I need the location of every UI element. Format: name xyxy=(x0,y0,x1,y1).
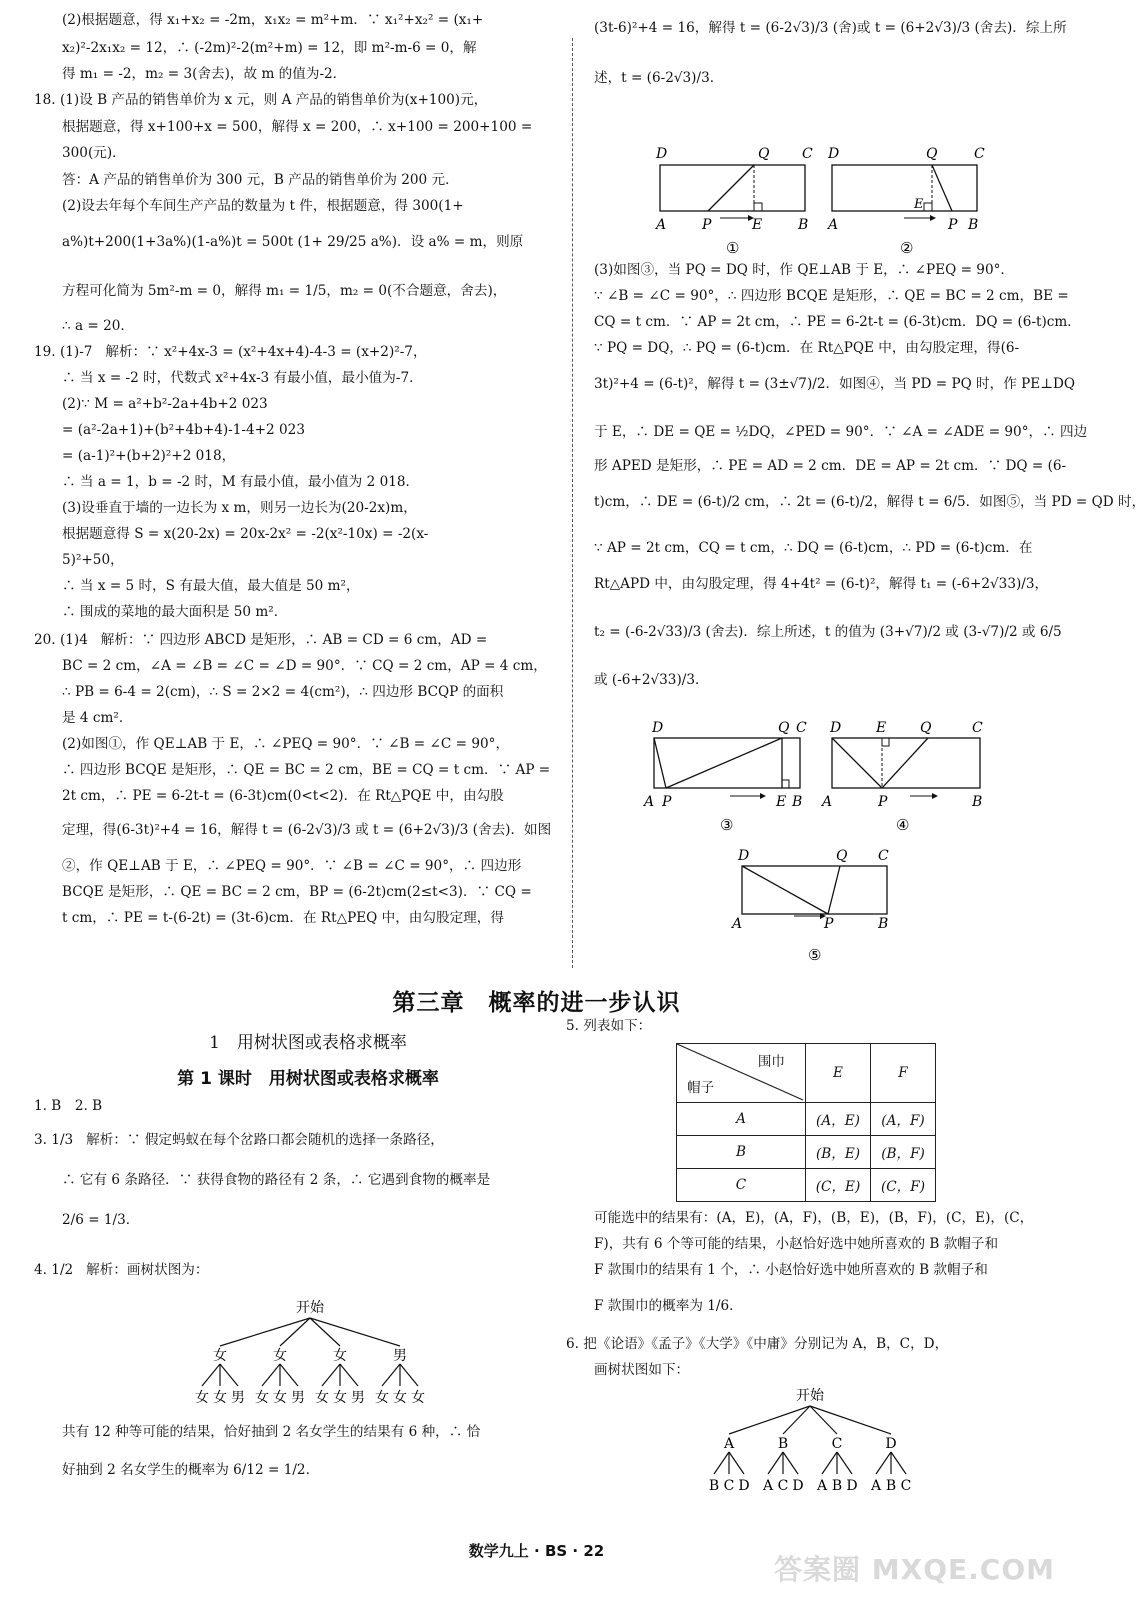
tree-branch xyxy=(729,1406,810,1434)
table-cell: (C，F) xyxy=(871,1169,936,1202)
text-line: 答：A 产品的销售单价为 300 元，B 产品的销售单价为 200 元． xyxy=(62,172,459,188)
label-d: D xyxy=(656,146,668,162)
figure-4 xyxy=(820,718,995,833)
section-title: 1 用树状图或表格求概率 xyxy=(209,1033,407,1053)
label-d: D xyxy=(828,146,840,162)
label-c: C xyxy=(974,146,985,162)
figure-3 xyxy=(640,718,815,833)
probability-table xyxy=(676,1043,936,1202)
text-line: 述，t = (6-2√3)/3． xyxy=(594,70,724,86)
tree-leaf: 女 xyxy=(333,1390,347,1406)
text-line: t₂ = (-6-2√33)/3 (舍去)．综上所述，t 的值为 (3+√7)/2 或 (3-√7)/2 或 6/5 xyxy=(594,624,1062,640)
tree-leaf: 女 xyxy=(255,1390,269,1406)
text-line: 20. (1)4 解析：∵ 四边形 ABCD 是矩形，∴ AB = CD = 6 cm，AD = xyxy=(34,632,488,648)
tree-node: 女 xyxy=(333,1348,347,1364)
tree-branch xyxy=(783,1452,798,1474)
text-line: 画树状图如下： xyxy=(594,1362,690,1378)
tree-leaf: A xyxy=(870,1478,882,1494)
label-d: D xyxy=(652,720,664,736)
figure-2-caption: ② xyxy=(900,239,914,257)
text-line: 于 E，∴ DE = QE = ½DQ，∠PED = 90°．∵ ∠A = ∠ADE = 90°，∴ 四边 xyxy=(594,424,1088,440)
text-line: 根据题意得 S = x(20-2x) = 20x-2x² = -2(x²-10x) = -2(x- xyxy=(62,526,429,542)
label-q: Q xyxy=(836,848,848,864)
text-line: F 款围巾的概率为 1/6． xyxy=(594,1298,743,1314)
label-p: P xyxy=(878,794,888,810)
label-q: Q xyxy=(758,146,770,162)
text-line: ∴ PB = 6-4 = 2(cm)，∴ S = 2×2 = 4(cm²)，∴ 四边形 BCQP 的面积 xyxy=(62,684,504,700)
text-line: ∴ 它有 6 条路径．∵ 获得食物的路径有 2 条，∴ 它遇到食物的概率是 xyxy=(62,1172,491,1188)
text-line: BCQE 是矩形，∴ QE = BC = 2 cm，BP = (6-2t)cm(2≤t<3)．∵ CQ = xyxy=(62,884,532,900)
tree-leaf: D xyxy=(792,1478,804,1494)
tree-leaf: D xyxy=(846,1478,858,1494)
tree-leaf: A xyxy=(816,1478,828,1494)
corner-bottom-label: 帽子 xyxy=(687,1080,715,1096)
label-b: B xyxy=(968,217,979,233)
tree-diagram-1 xyxy=(160,1298,460,1416)
tree-leaf: 男 xyxy=(291,1390,305,1406)
chapter-title: 第三章 概率的进一步认识 xyxy=(392,990,681,1016)
label-a: A xyxy=(732,916,743,932)
tree-node: 女 xyxy=(213,1348,227,1364)
text-line: 1. B 2. B xyxy=(34,1098,103,1114)
tree-leaf: B xyxy=(708,1478,720,1494)
label-b: B xyxy=(798,217,809,233)
table-row xyxy=(677,1169,936,1202)
tree-leaf: 女 xyxy=(393,1390,407,1406)
text-line: 2t cm，∴ PE = 6-2t-t = (6-3t)cm(0<t<2)．在 Rt△PQE 中，由勾股 xyxy=(62,788,504,804)
tree-leaf: C xyxy=(900,1478,912,1494)
tree-leaf: C xyxy=(723,1478,735,1494)
text-line: F)，共有 6 个等可能的结果，小赵恰好选中她所喜欢的 B 款帽子和 xyxy=(594,1236,999,1252)
figure-4-caption: ④ xyxy=(896,816,910,834)
text-line: t cm，∴ PE = t-(6-2t) = (3t-6)cm．在 Rt△PEQ 中，由勾股定理，得 xyxy=(62,910,504,926)
col-header: E xyxy=(806,1044,871,1103)
tree-leaf: 女 xyxy=(411,1390,425,1406)
text-line: 根据题意，得 x+100+x = 500，解得 x = 200，∴ x+100 = 200+100 = xyxy=(62,119,533,135)
tree-diagram-2 xyxy=(680,1386,940,1494)
text-line: 方程可化简为 5m²-m = 0，解得 m₁ = 1/5，m₂ = 0(不合题意，舍去)， xyxy=(62,283,507,299)
text-line: 可能选中的结果有：(A，E)，(A，F)，(B，E)，(B，F)，(C，E)，(C， xyxy=(594,1210,1034,1226)
label-a: A xyxy=(656,217,667,233)
tree-leaf: B xyxy=(885,1478,897,1494)
tree-branch xyxy=(891,1452,906,1474)
text-line: 5)²+50， xyxy=(62,552,124,568)
tree-leaf: C xyxy=(777,1478,789,1494)
text-line: ∴ a = 20． xyxy=(62,318,134,334)
text-line: ∴ 围成的菜地的最大面积是 50 m²． xyxy=(62,604,288,620)
table-cell: (A，E) xyxy=(806,1103,871,1136)
tree-branch xyxy=(837,1452,852,1474)
text-line: 18. (1)设 B 产品的销售单价为 x 元，则 A 产品的销售单价为(x+100)元， xyxy=(34,92,488,108)
tree-branch xyxy=(220,1364,238,1386)
watermark-logo: 答案圈 MXQE.COM xyxy=(774,1553,1055,1586)
figure-5-caption: ⑤ xyxy=(808,946,822,964)
text-line: 6. 把《论语》《孟子》《大学》《中庸》分别记为 A，B，C，D， xyxy=(566,1336,949,1352)
tree-root: 开始 xyxy=(296,1300,324,1316)
text-line: 定理，得(6-3t)²+4 = 16，解得 t = (6-2√3)/3 或 t = (6+2√3)/3 (舍去)．如图 xyxy=(62,822,552,838)
label-q: Q xyxy=(778,720,790,736)
tree-leaf: B xyxy=(831,1478,843,1494)
tree-leaf: 男 xyxy=(351,1390,365,1406)
label-p: P xyxy=(662,794,672,810)
text-line: (3)设垂直于墙的一边长为 x m，则另一边长为(20-2x)m， xyxy=(62,500,417,516)
tree-node: B xyxy=(777,1436,789,1452)
tree-branch xyxy=(220,1318,310,1346)
label-c: C xyxy=(796,720,807,736)
text-line: (2)根据题意，得 x₁+x₂ = -2m，x₁x₂ = m²+m．∵ x₁²+x₂² = (x₁+ xyxy=(62,12,484,28)
tree-leaf: D xyxy=(738,1478,750,1494)
text-line: x₂)²-2x₁x₂ = 12，∴ (-2m)²-2(m²+m) = 12，即 m²-m-6 = 0，解 xyxy=(62,40,477,56)
text-line: (3t-6)²+4 = 16，解得 t = (6-2√3)/3 (舍)或 t = (6+2√3)/3 (舍去)．综上所 xyxy=(594,20,1067,36)
table-cell: (B，F) xyxy=(871,1136,936,1169)
text-line: 2/6 = 1/3． xyxy=(62,1212,140,1228)
text-line: ∴ 四边形 BCQE 是矩形，∴ QE = BC = 2 cm，BE = CQ = t cm．∵ AP = xyxy=(62,762,551,778)
figure-5 xyxy=(728,846,898,966)
tree-leaf: 女 xyxy=(315,1390,329,1406)
table-header-row xyxy=(677,1044,936,1103)
text-line: ∴ 当 x = -2 时，代数式 x²+4x-3 有最小值，最小值为-7． xyxy=(62,370,423,386)
figure-3-caption: ③ xyxy=(720,816,734,834)
page-footer: 数学九上 · BS · 22 xyxy=(468,1542,605,1560)
label-c: C xyxy=(972,720,983,736)
tree-branch xyxy=(714,1452,729,1474)
figure-1 xyxy=(650,145,820,260)
label-c: C xyxy=(878,848,889,864)
tree-node: A xyxy=(723,1436,735,1452)
table-row xyxy=(677,1136,936,1169)
tree-branch xyxy=(822,1452,837,1474)
text-line: 3. 1/3 解析：∵ 假定蚂蚁在每个岔路口都会随机的选择一条路径， xyxy=(34,1132,444,1148)
label-e: E xyxy=(914,197,924,212)
label-e: E xyxy=(876,720,887,736)
table-row xyxy=(677,1103,936,1136)
tree-node: D xyxy=(885,1436,897,1452)
tree-branch xyxy=(262,1364,280,1386)
text-line: BC = 2 cm，∠A = ∠B = ∠C = ∠D = 90°．∵ CQ = 2 cm，AP = 4 cm， xyxy=(62,658,547,674)
label-e: E xyxy=(776,794,787,810)
text-line: F 款围巾的结果有 1 个，∴ 小赵恰好选中她所喜欢的 B 款帽子和 xyxy=(594,1262,988,1278)
text-line: 3t)²+4 = (6-t)²，解得 t = (3±√7)/2．如图④，当 PD = PQ 时，作 PE⊥DQ xyxy=(594,376,1076,392)
text-line: ∴ 当 x = 5 时，S 有最大值，最大值是 50 m²， xyxy=(62,578,360,594)
tree-leaf: 女 xyxy=(273,1390,287,1406)
tree-branch xyxy=(280,1364,298,1386)
tree-branch xyxy=(202,1364,220,1386)
tree-root: 开始 xyxy=(796,1388,824,1404)
tree-leaf: 女 xyxy=(213,1390,227,1406)
text-line: 300(元)． xyxy=(62,145,126,161)
tree-branch xyxy=(340,1364,358,1386)
col-header: F xyxy=(871,1044,936,1103)
text-line: 是 4 cm²． xyxy=(62,710,133,726)
text-line: (2)如图①，作 QE⊥AB 于 E，∴ ∠PEQ = 90°．∵ ∠B = ∠C = 90°， xyxy=(62,736,510,752)
figure-1-caption: ① xyxy=(726,239,740,257)
label-p: P xyxy=(824,916,834,932)
label-d: D xyxy=(830,720,842,736)
tree-branch xyxy=(400,1364,418,1386)
table-corner xyxy=(677,1044,806,1103)
label-a: A xyxy=(822,794,833,810)
table-cell: (C，E) xyxy=(806,1169,871,1202)
column-divider xyxy=(572,38,573,968)
label-d: D xyxy=(738,848,750,864)
text-line: = (a²-2a+1)+(b²+4b+4)-1-4+2 023 xyxy=(62,422,305,438)
row-header: A xyxy=(677,1103,806,1136)
text-line: (2)设去年每个车间生产产品的数量为 t 件，根据题意，得 300(1+ xyxy=(62,198,464,214)
text-line: 或 (-6+2√33)/3． xyxy=(594,672,709,688)
text-line: ②，作 QE⊥AB 于 E，∴ ∠PEQ = 90°．∵ ∠B = ∠C = 90°，∴ 四边形 xyxy=(62,858,522,874)
tree-leaf: 女 xyxy=(375,1390,389,1406)
label-b: B xyxy=(792,794,803,810)
tree-leaf: A xyxy=(762,1478,774,1494)
label-p: P xyxy=(702,217,712,233)
tree-node: C xyxy=(831,1436,843,1452)
tree-branch xyxy=(729,1452,744,1474)
tree-branch xyxy=(876,1452,891,1474)
tree-branch xyxy=(310,1318,400,1346)
text-line: 得 m₁ = -2，m₂ = 3(舍去)，故 m 的值为-2． xyxy=(62,66,347,82)
label-c: C xyxy=(802,146,813,162)
tree-node: 男 xyxy=(393,1348,407,1364)
text-line: t)cm，∴ DE = (6-t)/2 cm，∴ 2t = (6-t)/2，解得 t = 6/5．如图⑤，当 PD = QD 时， xyxy=(594,494,1145,510)
text-line: Rt△APD 中，由勾股定理，得 4+4t² = (6-t)²，解得 t₁ = (-6+2√33)/3， xyxy=(594,576,1049,592)
text-line: (2)∵ M = a²+b²-2a+4b+2 023 xyxy=(62,396,268,412)
text-line: 共有 12 种等可能的结果，恰好抽到 2 名女学生的结果有 6 种，∴ 恰 xyxy=(62,1424,481,1440)
tree-branch xyxy=(810,1406,891,1434)
table-cell: (A，F) xyxy=(871,1103,936,1136)
lesson-title: 第 1 课时 用树状图或表格求概率 xyxy=(177,1069,439,1089)
text-line: ∵ PQ = DQ，∴ PQ = (6-t)cm．在 Rt△PQE 中，由勾股定理，得(6- xyxy=(594,340,1020,356)
text-line: ∵ AP = 2t cm，CQ = t cm，∴ DQ = (6-t)cm，∴ PD = (6-t)cm．在 xyxy=(594,540,1033,556)
figure-2 xyxy=(826,145,996,260)
label-a: A xyxy=(644,794,655,810)
tree-node: 女 xyxy=(273,1348,287,1364)
label-p: P xyxy=(948,217,958,233)
text-line: 19. (1)-7 解析：∵ x²+4x-3 = (x²+4x+4)-4-3 = (x+2)²-7， xyxy=(34,344,427,360)
text-line: 5. 列表如下： xyxy=(566,1018,652,1034)
text-line: 形 APED 是矩形，∴ PE = AD = 2 cm．DE = AP = 2t cm．∵ DQ = (6- xyxy=(594,458,1067,474)
text-line: a%)t+200(1+3a%)(1-a%)t = 500t (1+ 29/25 a%)．设 a% = m，则原 xyxy=(62,234,524,250)
text-line: (3)如图③，当 PQ = DQ 时，作 QE⊥AB 于 E，∴ ∠PEQ = 90°． xyxy=(594,262,1014,278)
text-line: ∴ 当 a = 1，b = -2 时，M 有最小值，最小值为 2 018． xyxy=(62,474,420,490)
label-q: Q xyxy=(920,720,932,736)
text-line: 4. 1/2 解析：画树状图为： xyxy=(34,1262,209,1278)
table-cell: (B，E) xyxy=(806,1136,871,1169)
text-line: CQ = t cm．∵ AP = 2t cm，∴ PE = 6-2t-t = (6-3t)cm．DQ = (6-t)cm． xyxy=(594,314,1081,330)
label-e: E xyxy=(752,217,763,233)
text-line: 好抽到 2 名女学生的概率为 6/12 = 1/2． xyxy=(62,1462,320,1478)
label-q: Q xyxy=(926,146,938,162)
label-b: B xyxy=(972,794,983,810)
tree-branch xyxy=(322,1364,340,1386)
tree-branch xyxy=(382,1364,400,1386)
tree-leaf: 女 xyxy=(195,1390,209,1406)
tree-leaf: 男 xyxy=(231,1390,245,1406)
corner-top-label: 围巾 xyxy=(757,1054,785,1070)
label-a: A xyxy=(828,217,839,233)
row-header: C xyxy=(677,1169,806,1202)
tree-branch xyxy=(768,1452,783,1474)
text-line: = (a-1)²+(b+2)²+2 018， xyxy=(62,448,236,464)
label-b: B xyxy=(878,916,889,932)
text-line: ∵ ∠B = ∠C = 90°，∴ 四边形 BCQE 是矩形，∴ QE = BC = 2 cm，BE = xyxy=(594,288,1069,304)
row-header: B xyxy=(677,1136,806,1169)
